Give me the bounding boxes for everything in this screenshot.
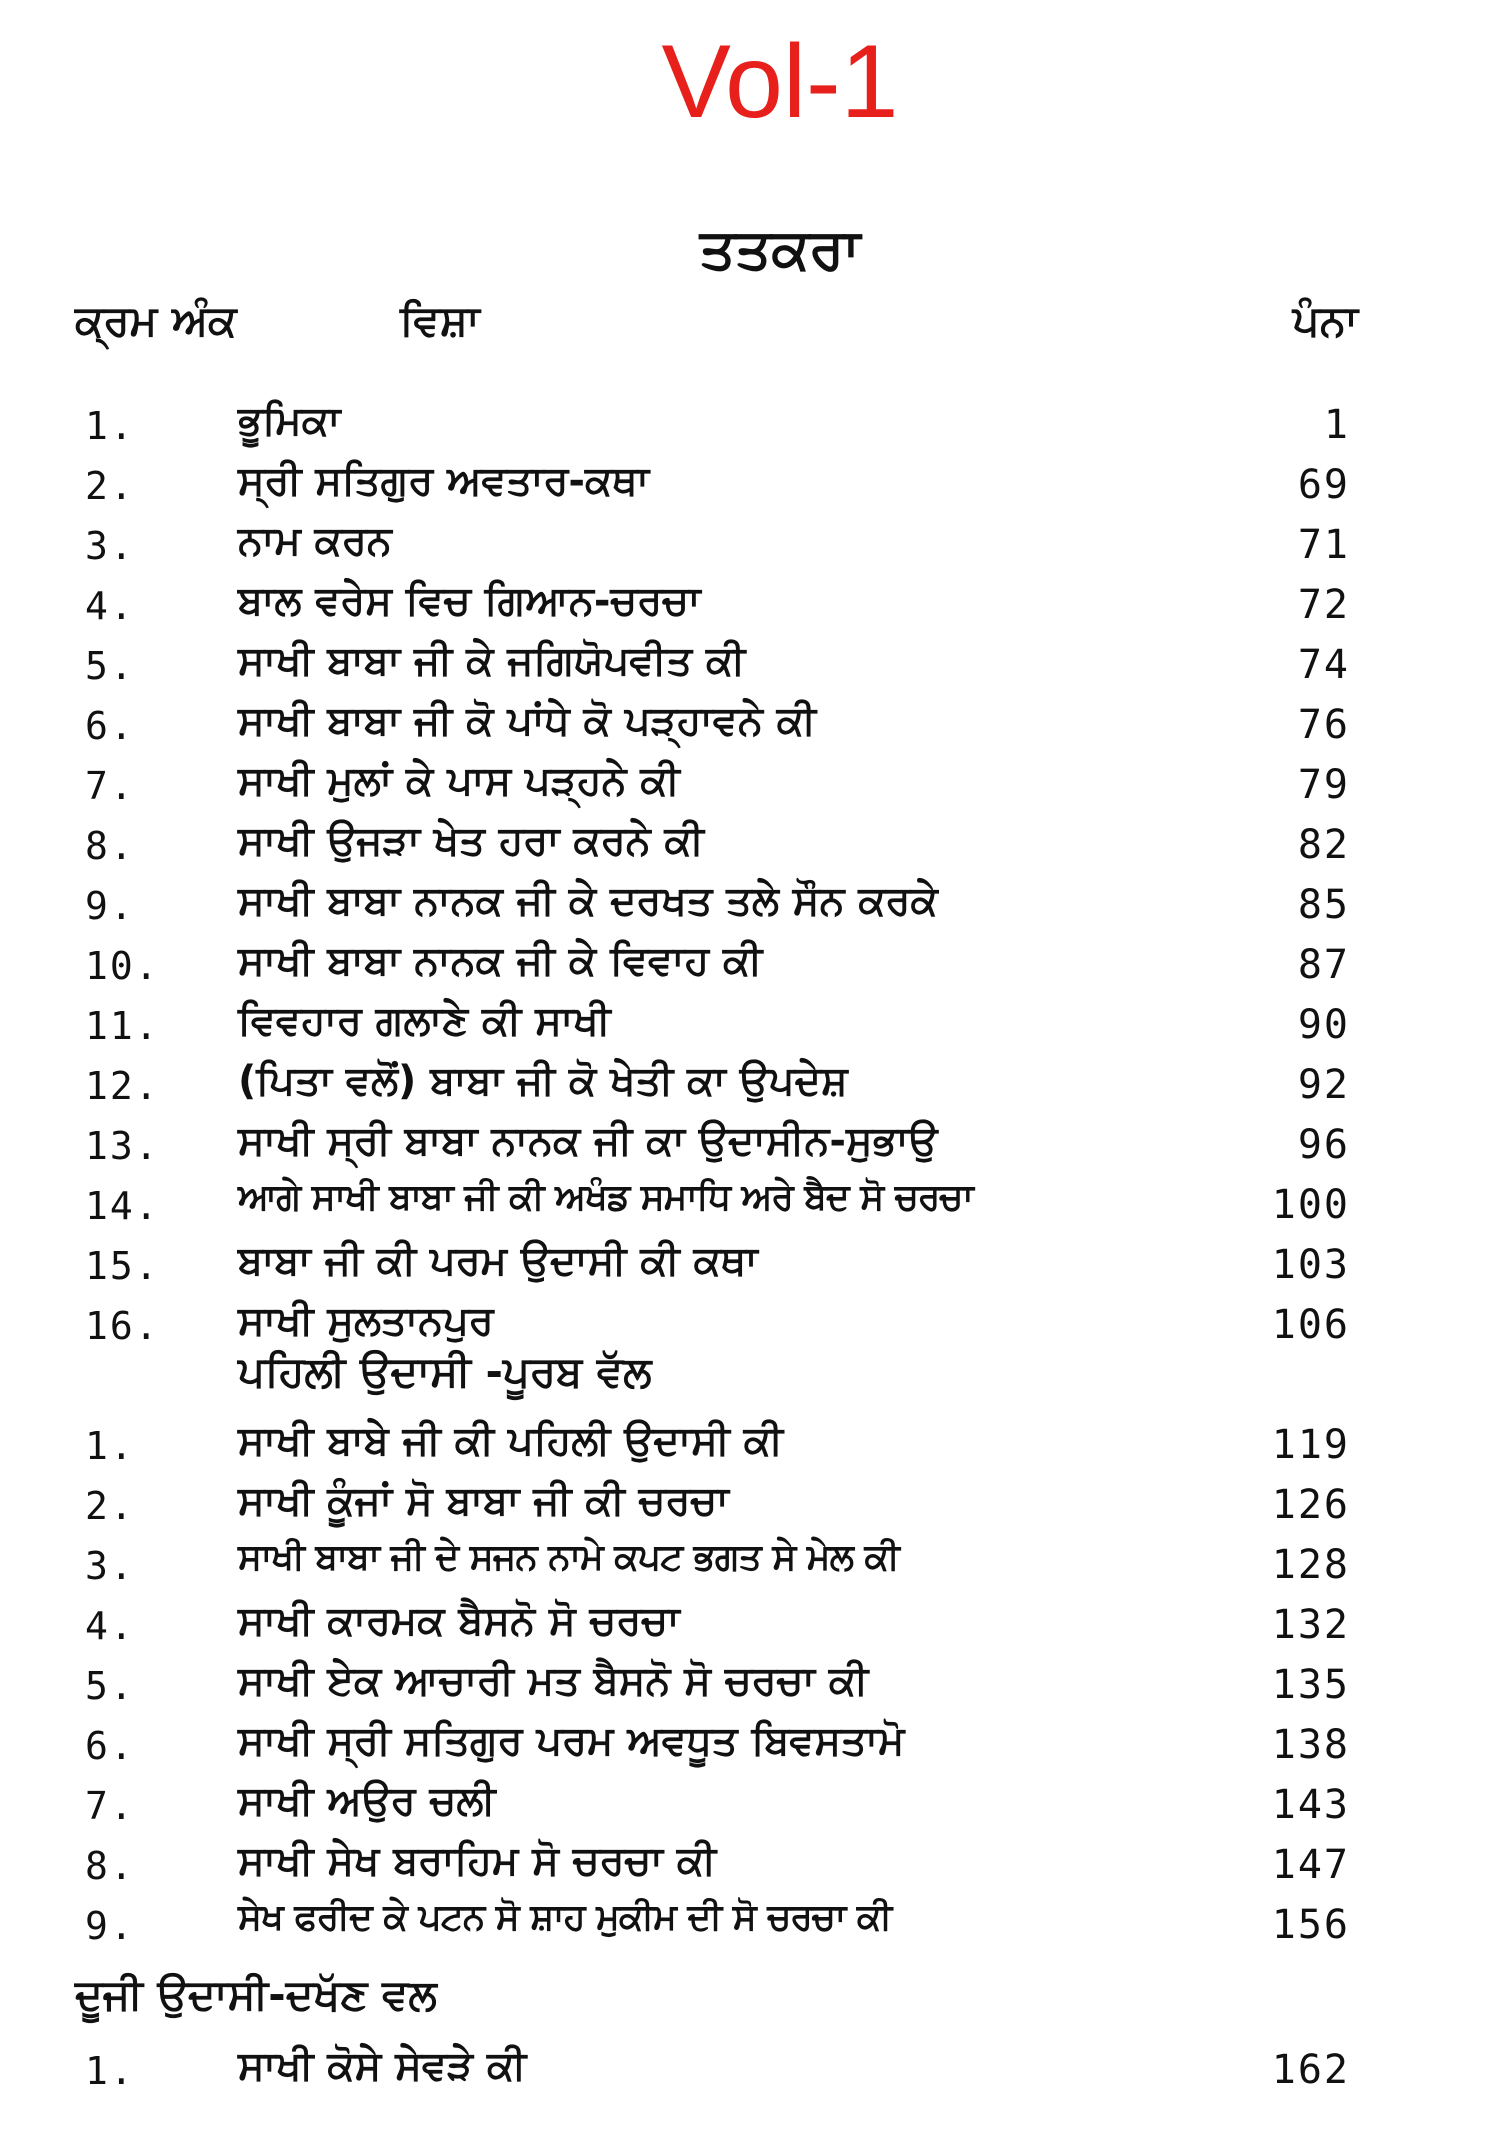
entry-number: 5. [85, 1664, 135, 1708]
entry-title: ਸਾਖੀ ਬਾਬਾ ਜੀ ਕੋ ਪਾਂਧੇ ਕੋ ਪੜ੍ਹਾਵਨੇ ਕੀ [238, 698, 817, 744]
toc-entry [0, 1415, 1500, 1475]
entry-title: ਸਾਖੀ ਬਾਬਾ ਜੀ ਕੇ ਜਗਿਯੋਪਵੀਤ ਕੀ [238, 638, 746, 684]
entry-page: 1 [1323, 402, 1350, 448]
entry-number: 15. [85, 1244, 160, 1288]
toc-entry [0, 1775, 1500, 1835]
entry-title: ਭੂਮਿਕਾ [238, 398, 341, 444]
toc-entry [0, 395, 1500, 455]
entry-number: 9. [85, 1904, 135, 1948]
entry-page: 138 [1271, 1722, 1350, 1768]
toc-entry [0, 875, 1500, 935]
entry-title: ਸਾਖੀ ਸੁਲਤਾਨਪੁਰ [238, 1298, 494, 1344]
header-page: ਪੰਨਾ [1292, 296, 1358, 345]
entry-title: (ਪਿਤਾ ਵਲੋਂ) ਬਾਬਾ ਜੀ ਕੋ ਖੇਤੀ ਕਾ ਉਪਦੇਸ਼ [238, 1058, 848, 1104]
toc-entry [0, 1055, 1500, 1115]
toc-entry [0, 635, 1500, 695]
entry-number: 8. [85, 824, 135, 868]
entry-title: ਸਾਖੀ ਬਾਬਾ ਨਾਨਕ ਜੀ ਕੇ ਦਰਖਤ ਤਲੇ ਸੌਨ ਕਰਕੇ [238, 878, 938, 924]
volume-label: Vol-1 [661, 24, 899, 140]
entry-page: 132 [1271, 1602, 1350, 1648]
entry-number: 4. [85, 1604, 135, 1648]
entry-title: ਵਿਵਹਾਰ ਗਲਾਣੇ ਕੀ ਸਾਖੀ [238, 998, 611, 1044]
entry-number: 2. [85, 1484, 135, 1528]
entry-title: ਸਾਖੀ ਕਾਰਮਕ ਬੈਸਨੋ ਸੋ ਚਰਚਾ [238, 1598, 680, 1644]
entry-page: 92 [1297, 1062, 1350, 1108]
entry-page: 90 [1297, 1002, 1350, 1048]
entry-title: ਸਾਖੀ ਬਾਬਾ ਜੀ ਦੇ ਸਜਨ ਨਾਮੇ ਕਪਟ ਭਗਤ ਸੇ ਮੇਲ ਕੀ [238, 1537, 899, 1578]
entry-number: 12. [85, 1064, 160, 1108]
toc-entry [0, 1655, 1500, 1715]
entry-title: ਸਾਖੀ ਬਾਬਾ ਨਾਨਕ ਜੀ ਕੇ ਵਿਵਾਹ ਕੀ [238, 938, 763, 984]
entry-page: 74 [1297, 642, 1350, 688]
entry-page: 85 [1297, 882, 1350, 928]
entry-title: ਸਾਖੀ ਬਾਬੇ ਜੀ ਕੀ ਪਹਿਲੀ ਉਦਾਸੀ ਕੀ [238, 1418, 784, 1464]
entry-page: 87 [1297, 942, 1350, 988]
toc-entry [0, 515, 1500, 575]
toc-entry [0, 2040, 1500, 2100]
entry-number: 13. [85, 1124, 160, 1168]
toc-entry [0, 695, 1500, 755]
toc-entry [0, 995, 1500, 1055]
toc-entry [0, 815, 1500, 875]
toc-entry [0, 1175, 1500, 1235]
toc-entry [0, 1895, 1500, 1955]
toc-entry [0, 935, 1500, 995]
entry-page: 106 [1271, 1302, 1350, 1348]
entry-number: 11. [85, 1004, 160, 1048]
toc-entry [0, 1475, 1500, 1535]
entry-title: ਨਾਮ ਕਰਨ [238, 518, 392, 564]
entry-title: ਸੇਖ ਫਰੀਦ ਕੇ ਪਟਨ ਸੋ ਸ਼ਾਹ ਮੁਕੀਮ ਦੀ ਸੋ ਚਰਚਾ ਕੀ [238, 1897, 892, 1938]
entry-number: 3. [85, 524, 135, 568]
toc-entry [0, 1715, 1500, 1775]
toc-entry [0, 575, 1500, 635]
entry-page: 162 [1271, 2047, 1350, 2093]
entry-title: ਬਾਲ ਵਰੇਸ ਵਿਚ ਗਿਆਨ-ਚਰਚਾ [238, 578, 701, 624]
entry-title: ਸਾਖੀ ਕੋਸੇ ਸੇਵੜੇ ਕੀ [238, 2043, 527, 2089]
entry-number: 10. [85, 944, 160, 988]
header-subject: ਵਿਸ਼ਾ [400, 296, 480, 345]
entry-number: 7. [85, 1784, 135, 1828]
entry-number: 1. [85, 2049, 135, 2093]
entry-number: 3. [85, 1544, 135, 1588]
entry-page: 126 [1271, 1482, 1350, 1528]
entry-page: 82 [1297, 822, 1350, 868]
entry-page: 79 [1297, 762, 1350, 808]
entry-page: 147 [1271, 1842, 1350, 1888]
entry-number: 2. [85, 464, 135, 508]
entry-title: ਆਗੇ ਸਾਖੀ ਬਾਬਾ ਜੀ ਕੀ ਅਖੰਡ ਸਮਾਧਿ ਅਰੇ ਬੈਦ ਸੋ ਚਰਚਾ [238, 1177, 973, 1218]
section-heading-first-journey: ਪਹਿਲੀ ਉਦਾਸੀ -ਪੂਰਬ ਵੱਲ [238, 1347, 652, 1396]
entry-page: 76 [1297, 702, 1350, 748]
entry-page: 103 [1271, 1242, 1350, 1288]
entry-title: ਸਾਖੀ ਏਕ ਆਚਾਰੀ ਮਤ ਬੈਸਨੋ ਸੋ ਚਰਚਾ ਕੀ [238, 1658, 869, 1704]
entry-title: ਸਾਖੀ ਉਜੜਾ ਖੇਤ ਹਰਾ ਕਰਨੇ ਕੀ [238, 818, 704, 864]
entry-page: 156 [1271, 1902, 1350, 1948]
entry-number: 6. [85, 704, 135, 748]
entry-title: ਸ੍ਰੀ ਸਤਿਗੁਰ ਅਵਤਾਰ-ਕਥਾ [238, 458, 650, 504]
entry-number: 1. [85, 404, 135, 448]
entry-number: 6. [85, 1724, 135, 1768]
entry-number: 7. [85, 764, 135, 808]
entry-title: ਸਾਖੀ ਮੁਲਾਂ ਕੇ ਪਾਸ ਪੜ੍ਹਨੇ ਕੀ [238, 758, 680, 804]
toc-entry [0, 1115, 1500, 1175]
section-heading-second-journey: ਦੂਜੀ ਉਦਾਸੀ-ਦਖੱਣ ਵਲ [75, 1970, 437, 2019]
toc-entry [0, 1235, 1500, 1295]
page-title: ਤਤਕਰਾ [699, 217, 861, 282]
toc-entry [0, 1595, 1500, 1655]
entry-number: 16. [85, 1304, 160, 1348]
entry-number: 8. [85, 1844, 135, 1888]
entry-page: 135 [1271, 1662, 1350, 1708]
header-number: ਕ੍ਰਮ ਅੰਕ [75, 296, 237, 345]
entry-title: ਸਾਖੀ ਸੇਖ ਬਰਾਹਿਮ ਸੋ ਚਰਚਾ ਕੀ [238, 1838, 717, 1884]
toc-entry [0, 455, 1500, 515]
entry-page: 143 [1271, 1782, 1350, 1828]
entry-page: 119 [1271, 1422, 1350, 1468]
entry-number: 9. [85, 884, 135, 928]
entry-title: ਸਾਖੀ ਕੂੰਜਾਂ ਸੋ ਬਾਬਾ ਜੀ ਕੀ ਚਰਚਾ [238, 1478, 729, 1524]
entry-number: 5. [85, 644, 135, 688]
toc-entry [0, 1835, 1500, 1895]
entry-page: 72 [1297, 582, 1350, 628]
entry-number: 1. [85, 1424, 135, 1468]
toc-entry [0, 755, 1500, 815]
entry-number: 14. [85, 1184, 160, 1228]
entry-title: ਸਾਖੀ ਸ੍ਰੀ ਬਾਬਾ ਨਾਨਕ ਜੀ ਕਾ ਉਦਾਸੀਨ-ਸੁਭਾਉ [238, 1118, 938, 1164]
entry-title: ਬਾਬਾ ਜੀ ਕੀ ਪਰਮ ਉਦਾਸੀ ਕੀ ਕਥਾ [238, 1238, 758, 1284]
entry-page: 71 [1297, 522, 1350, 568]
entry-number: 4. [85, 584, 135, 628]
entry-page: 69 [1297, 462, 1350, 508]
entry-title: ਸਾਖੀ ਅਉਰ ਚਲੀ [238, 1778, 496, 1824]
toc-entry [0, 1295, 1500, 1355]
entry-page: 128 [1271, 1542, 1350, 1588]
toc-entry [0, 1535, 1500, 1595]
entry-page: 96 [1297, 1122, 1350, 1168]
entry-title: ਸਾਖੀ ਸ੍ਰੀ ਸਤਿਗੁਰ ਪਰਮ ਅਵਧੂਤ ਬਿਵਸਤਾਮੋ [238, 1718, 905, 1764]
entry-page: 100 [1271, 1182, 1350, 1228]
